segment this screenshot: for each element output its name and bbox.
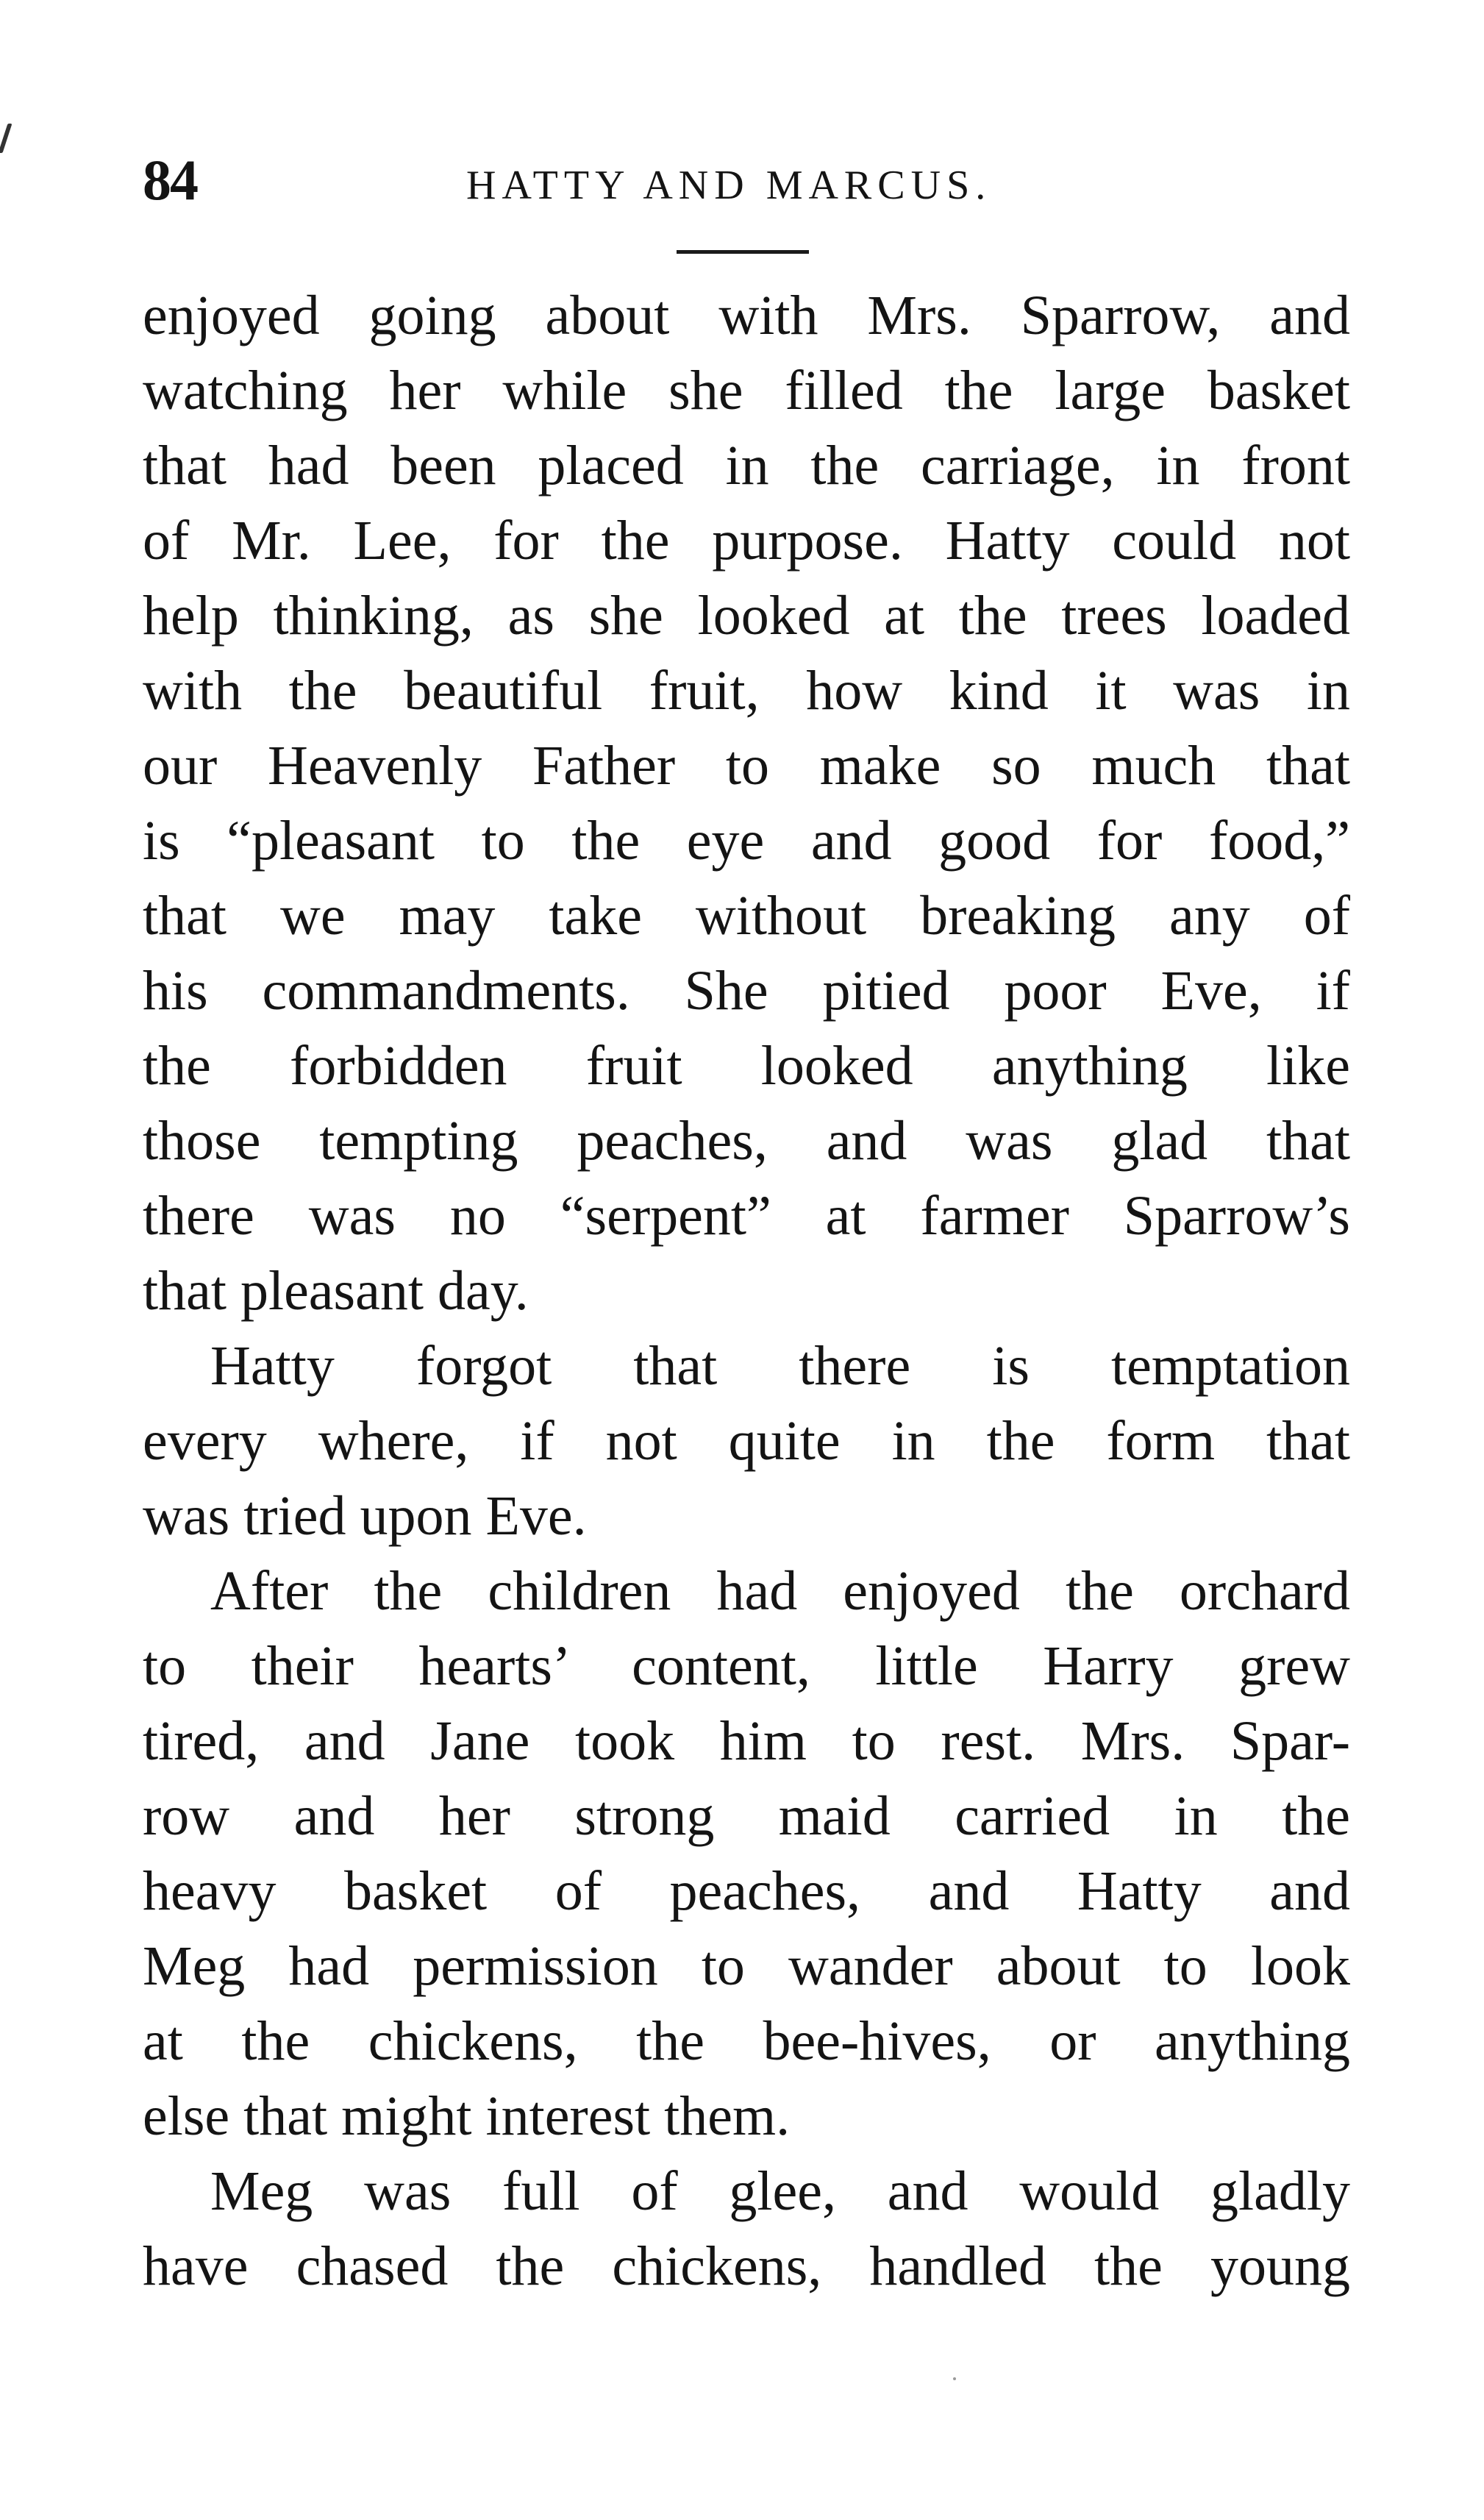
text-line: Hatty forgot that there is temptation — [210, 1335, 1350, 1397]
text-line: enjoyed going about with Mrs. Sparrow, and — [143, 285, 1350, 346]
text-line: that pleasant day. — [143, 1260, 529, 1322]
text-line: heavy basket of peaches, and Hatty and — [143, 1860, 1350, 1922]
text-line: there was no “serpent” at farmer Sparrow’s — [143, 1185, 1350, 1247]
text-line: have chased the chickens, handled the young — [143, 2235, 1350, 2297]
text-line: of Mr. Lee, for the purpose. Hatty could not — [143, 510, 1350, 572]
text-line: watching her while she filled the large basket — [143, 360, 1350, 421]
text-line: is “pleasant to the eye and good for food,” — [143, 810, 1350, 872]
paragraph — [143, 1553, 1350, 2154]
body-text — [143, 278, 1350, 2304]
text-line: After the children had enjoyed the orchard — [210, 1560, 1350, 1622]
text-line: at the chickens, the bee-hives, or anything — [143, 2010, 1350, 2072]
text-line: with the beautiful fruit, how kind it was in — [143, 660, 1350, 722]
text-line: that had been placed in the carriage, in front — [143, 435, 1350, 496]
stray-ink-mark — [0, 124, 12, 153]
text-line: the forbidden fruit looked anything like — [143, 1035, 1350, 1097]
page-header — [143, 147, 1350, 213]
text-line: was tried upon Eve. — [143, 1485, 587, 1547]
text-line: Meg had permission to wander about to look — [143, 1935, 1350, 1997]
text-line: help thinking, as she looked at the trees loaded — [143, 585, 1350, 647]
text-line: row and her strong maid carried in the — [143, 1785, 1350, 1847]
header-rule — [677, 250, 809, 254]
page-number: 84 — [143, 148, 197, 212]
text-line: that we may take without breaking any of — [143, 885, 1350, 947]
text-line: his commandments. She pitied poor Eve, if — [143, 960, 1350, 1022]
text-line: Meg was full of glee, and would gladly — [210, 2160, 1350, 2222]
text-line: else that might interest them. — [143, 2085, 791, 2147]
text-line: tired, and Jane took him to rest. Mrs. Spar- — [143, 1710, 1350, 1772]
paragraph — [143, 278, 1350, 1328]
running-title: HATTY AND MARCUS. — [466, 163, 992, 208]
text-line: our Heavenly Father to make so much that — [143, 735, 1350, 797]
paper-speck — [953, 2377, 956, 2380]
text-line: every where, if not quite in the form that — [143, 1410, 1350, 1472]
paragraph — [143, 1328, 1350, 1553]
text-line: those tempting peaches, and was glad that — [143, 1110, 1350, 1172]
text-line: to their hearts’ content, little Harry grew — [143, 1635, 1350, 1697]
paragraph — [143, 2154, 1350, 2304]
